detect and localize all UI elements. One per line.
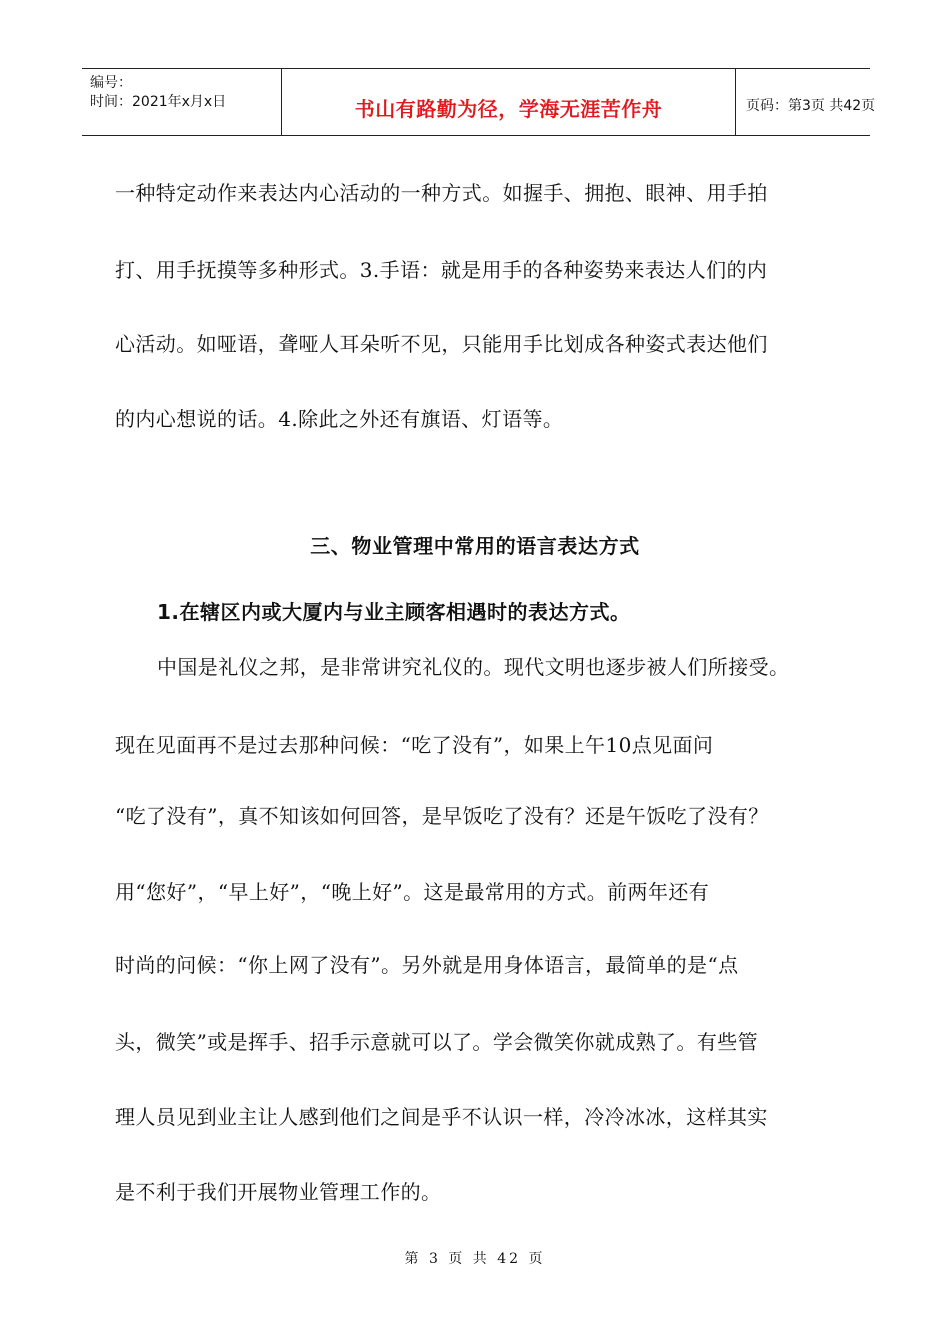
header-motto-cell xyxy=(282,69,736,135)
subsection-heading: 1.在辖区内或大厦内与业主顾客相遇时的表达方式。 xyxy=(157,600,631,624)
paragraph-line: 时尚的问候：“你上网了没有”。另外就是用身体语言，最简单的是“点 xyxy=(115,953,739,977)
document-date-label: 时间：2021年x月x日 xyxy=(90,94,227,110)
paragraph-line: 中国是礼仪之邦，是非常讲究礼仪的。现代文明也逐步被人们所接受。 xyxy=(157,655,790,679)
paragraph-line: 的内心想说的话。4.除此之外还有旗语、灯语等。 xyxy=(115,407,564,431)
paragraph-line: 头，微笑”或是挥手、招手示意就可以了。学会微笑你就成熟了。有些管 xyxy=(115,1030,759,1054)
header-motto: 书山有路勤为径，学海无涯苦作舟 xyxy=(354,97,663,121)
paragraph-line: 用“您好”，“早上好”，“晚上好”。这是最常用的方式。前两年还有 xyxy=(115,880,710,904)
paragraph-line: 打、用手抚摸等多种形式。3.手语：就是用手的各种姿势来表达人们的内 xyxy=(115,258,768,282)
paragraph-line: 一种特定动作来表达内心活动的一种方式。如握手、拥抱、眼神、用手拍 xyxy=(115,181,768,205)
section-heading: 三、物业管理中常用的语言表达方式 xyxy=(310,534,640,558)
paragraph-line: 是不利于我们开展物业管理工作的。 xyxy=(115,1180,442,1204)
paragraph-line: 心活动。如哑语，聋哑人耳朵听不见，只能用手比划成各种姿式表达他们 xyxy=(115,332,768,356)
paragraph-line: “吃了没有”，真不知该如何回答，是早饭吃了没有？还是午饭吃了没有？ xyxy=(115,804,769,828)
page-footer: 第 3 页 共 42 页 xyxy=(404,1251,546,1267)
document-header xyxy=(82,68,876,136)
document-number-label: 编号： xyxy=(90,75,132,91)
header-page-info: 页码：第3页 共42页 xyxy=(746,98,876,114)
header-page-cell xyxy=(736,69,876,135)
header-meta-cell xyxy=(82,69,282,135)
paragraph-line: 理人员见到业主让人感到他们之间是乎不认识一样，冷冷冰冰，这样其实 xyxy=(115,1105,768,1129)
paragraph-line: 现在见面再不是过去那种问候：“吃了没有”，如果上午10点见面问 xyxy=(115,733,714,757)
